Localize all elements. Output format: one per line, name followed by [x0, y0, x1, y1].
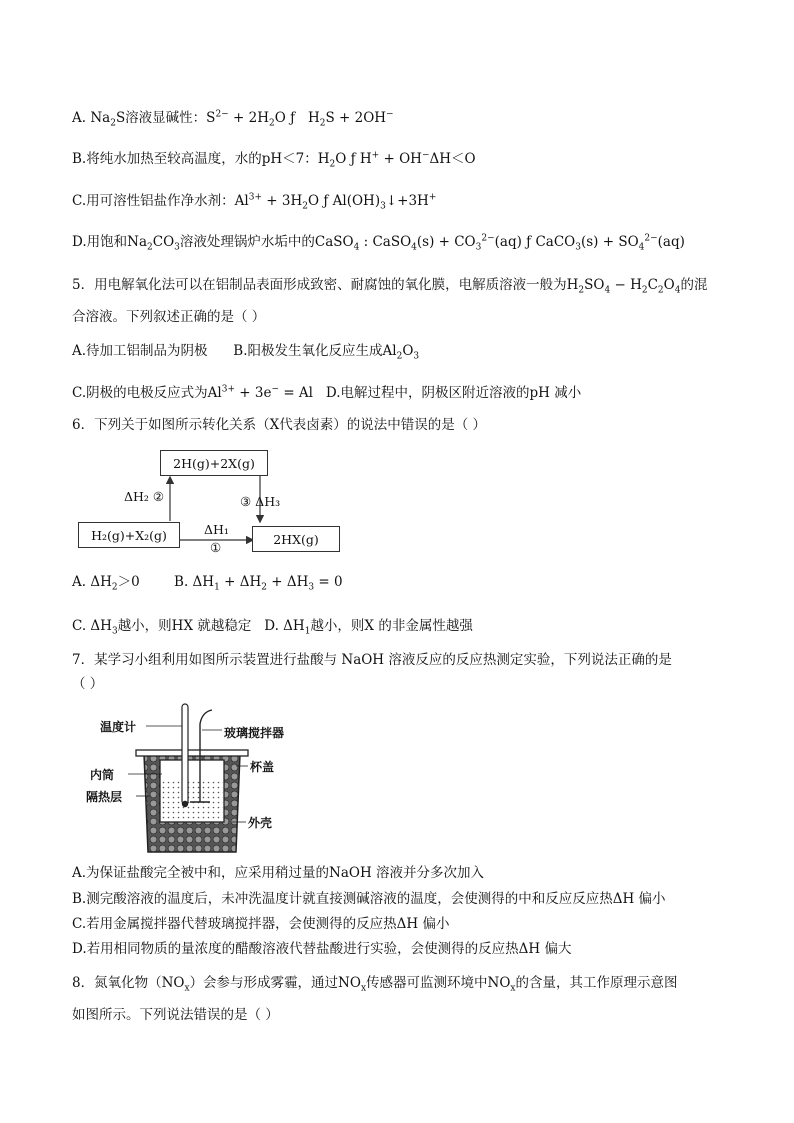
q5-options-cd: C.阴极的电极反应式为$Al^{3+} + 3e^- = Al$ D.电解过程中，阴极区附近溶液的pH 减小 — [72, 384, 582, 401]
q6-label-dh2: ΔH₂ ② — [124, 489, 165, 504]
q6-label-dh3: ③ ΔH₃ — [240, 494, 281, 509]
q7-option-d: D.若用相同物质的量浓度的醋酸溶液代替盐酸进行实验，会使测得的反应热ΔH 偏大 — [72, 941, 572, 957]
q7-label-insulation: 隔热层 — [86, 790, 123, 804]
q5-options-ab: A.待加工铝制品为阴极 B.阳极发生氧化反应生成$Al_2O_3$ — [72, 343, 420, 362]
q4-option-b: B.将纯水加热至较高温度，水的pH＜7：$H_2O$ ƒ H+ + OH−ΔH＜O — [72, 150, 476, 170]
q6-box-product: 2HX(g) — [252, 526, 340, 552]
q4-option-c: C.用可溶性铝盐作净水剂：$Al^{3+} + 3H_2O$ ƒ $Al(OH)_3↓+3H^+$ — [72, 192, 437, 212]
q7-label-thermometer: 温度计 — [100, 720, 137, 734]
q7-label-stirrer: 玻璃搅拌器 — [224, 726, 285, 740]
q6-box-reactants: H₂(g)+X₂(g) — [78, 522, 180, 548]
q5-stem-line1: 5．用电解氧化法可以在铝制品表面形成致密、耐腐蚀的氧化膜，电解质溶液一般为$H_2SO_4 - H_2C_2O_4$的混 — [72, 277, 708, 296]
q8-stem-line1: 8．氮氧化物$(NO_x)$会参与形成雾霾，通过$NO_x$传感器可监测环境中$NO_x$的含量，其工作原理示意图 — [72, 975, 678, 994]
q6-box-atoms: 2H(g)+2X(g) — [160, 450, 268, 476]
q6-options-ab: A. $\Delta H_2>0$ B. $\Delta H_1 + \Delta H_2 + \Delta H_3 = 0$ — [72, 574, 343, 593]
q4-option-d: D.用饱和$Na_2CO_3$溶液处理锅炉水垢中的CaSO$_4$ : CaSO$_4$(s) + $CO_3^{2-}(aq)$ ƒ CaCO$_3$(s) + $SO_4^{2-}(aq)$ — [72, 233, 685, 253]
q7-stem-line2: （ ） — [72, 676, 104, 692]
q6-options-cd: C. $\Delta H_3$越小，则HX 就越稳定 D. $\Delta H_1$越小，则X 的非金属性越强 — [72, 618, 473, 637]
q7-option-c: C.若用金属搅拌器代替玻璃搅拌器，会使测得的反应热ΔH 偏小 — [72, 916, 450, 932]
q8-stem-line2: 如图所示。下列说法错误的是（ ） — [72, 1007, 279, 1023]
q6-label-dh1: ΔH₁ — [204, 522, 229, 537]
q6-label-step1: ① — [210, 540, 222, 555]
q7-stem-line1: 7．某学习小组利用如图所示装置进行盐酸与 NaOH 溶液反应的反应热测定实验，下列说法正确的是 — [72, 652, 672, 668]
q7-option-a: A.为保证盐酸完全被中和，应采用稍过量的NaOH 溶液并分多次加入 — [72, 865, 485, 881]
q7-label-lid: 杯盖 — [250, 760, 275, 774]
q5-stem-line2: 合溶液。下列叙述正确的是（ ） — [72, 309, 266, 325]
q7-calorimeter — [86, 700, 316, 860]
q6-energy-diagram — [72, 444, 352, 564]
q7-label-outer-shell: 外壳 — [248, 816, 273, 830]
q7-option-b: B.测完酸溶液的温度后，未冲洗温度计就直接测碱溶液的温度，会使测得的中和反应反应热ΔH 偏小 — [72, 891, 666, 907]
q6-stem: 6．下列关于如图所示转化关系（X代表卤素）的说法中错误的是（ ） — [72, 417, 486, 433]
q7-label-inner-cylinder: 内筒 — [90, 768, 115, 782]
q4-option-a: A. $Na_2S$溶液显碱性：$S^{2-} + 2H_2O$ ƒ $H_2S + 2OH^-$ — [72, 109, 394, 129]
